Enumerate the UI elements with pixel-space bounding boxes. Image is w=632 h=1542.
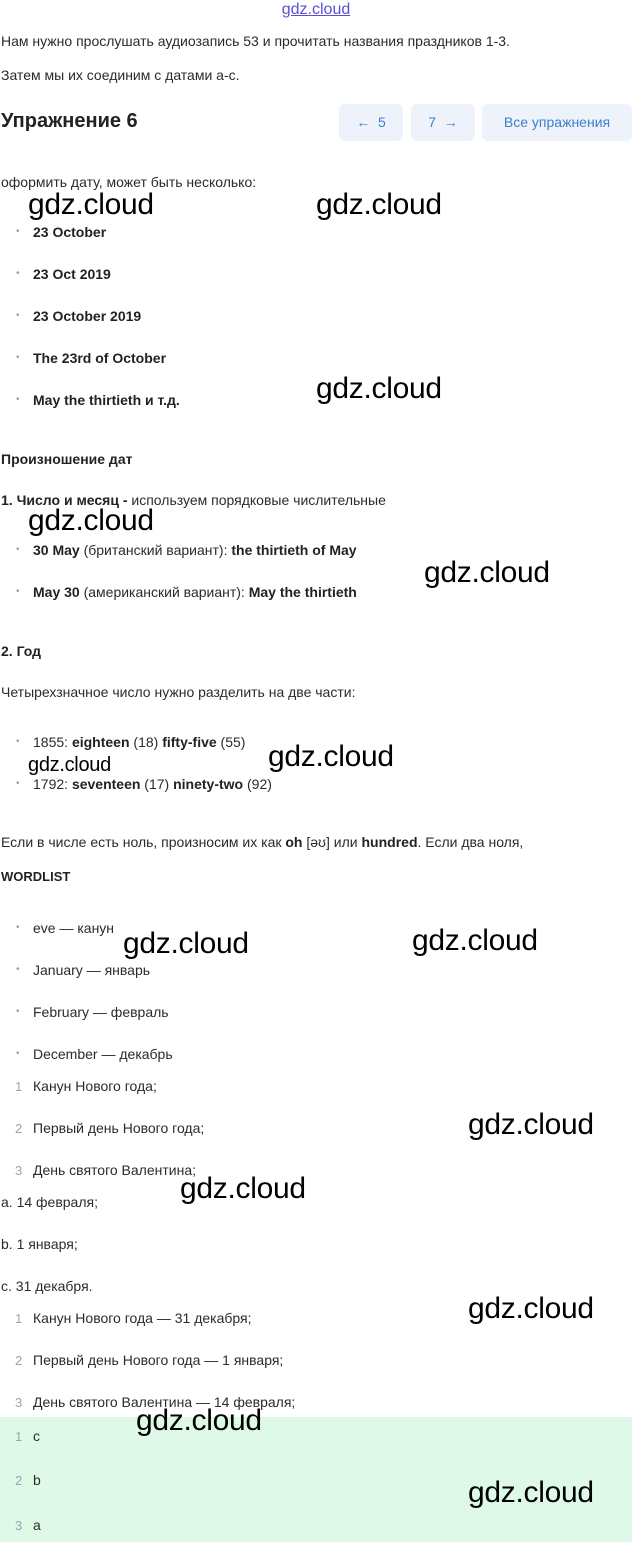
list-item: • May 30 (американский вариант): May the thirtieth bbox=[18, 584, 357, 600]
list-item: • 30 May (британский вариант): the thirtieth of May bbox=[18, 542, 357, 558]
holiday-item: 1 Канун Нового года; bbox=[15, 1078, 157, 1094]
date-option: a. 14 февраля; bbox=[1, 1194, 98, 1210]
match-item: 2 Первый день Нового года — 1 января; bbox=[15, 1352, 284, 1368]
next-exercise-label: 7 bbox=[428, 114, 436, 130]
list-item: • December — декабрь bbox=[18, 1046, 173, 1062]
watermark: gdz.cloud bbox=[468, 1108, 594, 1141]
watermark: gdz.cloud bbox=[424, 556, 550, 589]
pronunciation-heading: Произношение дат bbox=[1, 451, 133, 467]
match-item: 3 День святого Валентина — 14 февраля; bbox=[15, 1394, 296, 1410]
date-formats-lead: оформить дату, может быть несколько: bbox=[1, 174, 257, 190]
watermark: gdz.cloud bbox=[316, 188, 442, 221]
watermark: gdz.cloud bbox=[136, 1404, 262, 1437]
watermark: gdz.cloud bbox=[123, 927, 249, 960]
watermark: gdz.cloud bbox=[28, 754, 111, 776]
wordlist-heading: WORDLIST bbox=[1, 869, 71, 884]
answer-item: 3 a bbox=[15, 1517, 41, 1533]
exercise-title: Упражнение 6 bbox=[1, 110, 138, 132]
answer-item: 2 b bbox=[15, 1472, 41, 1488]
day-month-rule: 1. Число и месяц - используем порядковые числительные bbox=[1, 492, 386, 508]
list-item: • 23 October 2019 bbox=[18, 308, 141, 324]
list-item: • eve — канун bbox=[18, 920, 114, 936]
list-item: • 1792: seventeen (17) ninety-two (92) bbox=[18, 776, 272, 792]
answer-item: 1 c bbox=[15, 1428, 40, 1444]
year-heading: 2. Год bbox=[1, 643, 42, 659]
holiday-item: 3 День святого Валентина; bbox=[15, 1162, 197, 1178]
zero-rule: Если в числе есть ноль, произносим их как oh [əʊ] или hundred. Если два ноля, bbox=[1, 834, 524, 850]
arrow-left-icon: ← bbox=[356, 114, 371, 130]
watermark: gdz.cloud bbox=[412, 924, 538, 957]
watermark: gdz.cloud bbox=[468, 1292, 594, 1325]
watermark: gdz.cloud bbox=[28, 504, 154, 537]
all-exercises-button[interactable]: Все упражнения bbox=[482, 104, 632, 141]
site-logo[interactable]: gdz.cloud bbox=[281, 1, 351, 18]
date-option: c. 31 декабря. bbox=[1, 1278, 93, 1294]
watermark: gdz.cloud bbox=[28, 188, 154, 221]
list-item: • January — январь bbox=[18, 962, 150, 978]
match-item: 1 Канун Нового года — 31 декабря; bbox=[15, 1310, 252, 1326]
list-item: • February — февраль bbox=[18, 1004, 169, 1020]
year-rule: Четырехзначное число нужно разделить на две части: bbox=[1, 684, 356, 700]
watermark: gdz.cloud bbox=[268, 740, 394, 773]
prev-exercise-button[interactable] bbox=[339, 104, 403, 141]
arrow-right-icon: → bbox=[443, 114, 458, 130]
holiday-item: 2 Первый день Нового года; bbox=[15, 1120, 205, 1136]
list-item: • 1855: eighteen (18) fifty-five (55) bbox=[18, 734, 245, 750]
watermark: gdz.cloud bbox=[316, 372, 442, 405]
watermark: gdz.cloud bbox=[180, 1172, 306, 1205]
prev-exercise-label: 5 bbox=[377, 114, 386, 130]
intro-line-1: Нам нужно прослушать аудиозапись 53 и прочитать названия праздников 1-3. bbox=[1, 33, 510, 49]
list-item: • May the thirtieth и т.д. bbox=[18, 392, 180, 408]
date-option: b. 1 января; bbox=[1, 1236, 78, 1252]
watermark: gdz.cloud bbox=[468, 1476, 594, 1509]
list-item: • 23 Oct 2019 bbox=[18, 266, 111, 282]
list-item: • 23 October bbox=[18, 224, 106, 240]
list-item: • The 23rd of October bbox=[18, 350, 166, 366]
intro-line-2: Затем мы их соединим с датами a-c. bbox=[1, 67, 240, 83]
next-exercise-button[interactable] bbox=[411, 104, 475, 141]
